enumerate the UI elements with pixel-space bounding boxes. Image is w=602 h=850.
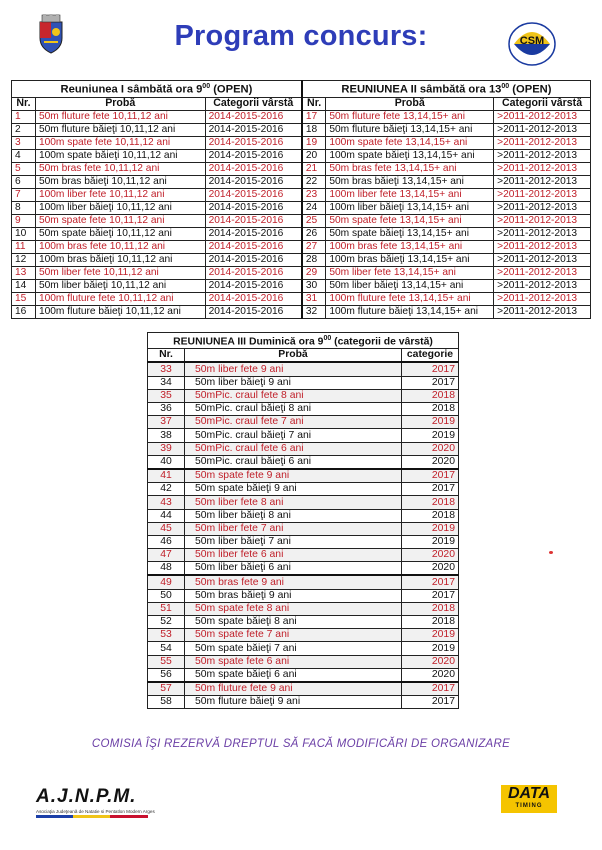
event-name: 50m spate fete 8 ani bbox=[185, 602, 402, 615]
ajnpm-logo-subtitle: Asociaţia Judeţeană de Natatie si Pentatlon Modern Arges bbox=[36, 809, 155, 814]
age-category: 2014-2015-2016 bbox=[205, 253, 302, 266]
event-name: 50m liber băieţi 9 ani bbox=[185, 376, 402, 389]
age-category: 2019 bbox=[402, 416, 459, 429]
event-name: 50m bras băieţi 9 ani bbox=[185, 589, 402, 602]
event-name: 100m bras fete 10,11,12 ani bbox=[35, 240, 205, 253]
event-number: 45 bbox=[148, 522, 185, 535]
table-row bbox=[148, 362, 459, 376]
event-number: 38 bbox=[148, 429, 185, 442]
age-category: 2017 bbox=[402, 483, 459, 496]
table-row bbox=[12, 292, 591, 305]
table-row bbox=[148, 403, 459, 416]
age-category: 2017 bbox=[402, 376, 459, 389]
event-name: 100m fluture băieţi 10,11,12 ani bbox=[35, 305, 205, 318]
event-number: 58 bbox=[148, 696, 185, 709]
col-nr-header: Nr. bbox=[148, 349, 185, 363]
event-number: 21 bbox=[302, 162, 326, 175]
event-name: 50m spate băieţi 7 ani bbox=[185, 642, 402, 655]
age-category: 2014-2015-2016 bbox=[205, 214, 302, 227]
event-name: 50m liber băieţi 8 ani bbox=[185, 509, 402, 522]
event-number: 57 bbox=[148, 682, 185, 696]
table-row bbox=[148, 496, 459, 509]
age-category: 2018 bbox=[402, 602, 459, 615]
event-name: 50m liber băieţi 10,11,12 ani bbox=[35, 279, 205, 292]
event-name: 50m fluture băieţi 13,14,15+ ani bbox=[326, 123, 494, 136]
event-number: 19 bbox=[302, 136, 326, 149]
age-category: 2017 bbox=[402, 362, 459, 376]
event-name: 50m spate fete 6 ani bbox=[185, 655, 402, 668]
table-row bbox=[148, 575, 459, 589]
event-number: 7 bbox=[12, 188, 36, 201]
table-row bbox=[148, 455, 459, 469]
event-number: 6 bbox=[12, 175, 36, 188]
table-row bbox=[12, 136, 591, 149]
age-category: 2019 bbox=[402, 522, 459, 535]
event-number: 41 bbox=[148, 469, 185, 483]
table-row bbox=[12, 123, 591, 136]
event-name: 50mPic. craul fete 8 ani bbox=[185, 389, 402, 402]
age-category: 2020 bbox=[402, 668, 459, 682]
event-name: 50m fluture fete 9 ani bbox=[185, 682, 402, 696]
col-nr-header: Nr. bbox=[12, 97, 36, 110]
age-category: >2011-2012-2013 bbox=[494, 227, 591, 240]
event-name: 50m bras fete 9 ani bbox=[185, 575, 402, 589]
reuniunea-1-title: Reuniunea I sâmbătă ora $9^{00}$ (OPEN) bbox=[12, 81, 302, 98]
table-row bbox=[148, 562, 459, 576]
age-category: >2011-2012-2013 bbox=[494, 149, 591, 162]
age-category: >2011-2012-2013 bbox=[494, 240, 591, 253]
event-name: 50m fluture fete 13,14,15+ ani bbox=[326, 110, 494, 123]
event-number: 15 bbox=[12, 292, 36, 305]
event-number: 39 bbox=[148, 442, 185, 455]
event-name: 50m spate băieţi 8 ani bbox=[185, 616, 402, 629]
table-row bbox=[12, 305, 591, 318]
age-category: 2019 bbox=[402, 629, 459, 642]
event-name: 100m fluture fete 10,11,12 ani bbox=[35, 292, 205, 305]
event-name: 50m liber fete 6 ani bbox=[185, 549, 402, 562]
event-name: 50m liber băieţi 13,14,15+ ani bbox=[326, 279, 494, 292]
table-row bbox=[148, 602, 459, 615]
event-number: 5 bbox=[12, 162, 36, 175]
event-name: 50m bras fete 10,11,12 ani bbox=[35, 162, 205, 175]
age-category: 2014-2015-2016 bbox=[205, 279, 302, 292]
reuniunea-1-2-table bbox=[11, 80, 591, 319]
age-category: 2020 bbox=[402, 442, 459, 455]
table-row bbox=[148, 629, 459, 642]
event-name: 50mPic. craul fete 7 ani bbox=[185, 416, 402, 429]
event-number: 25 bbox=[302, 214, 326, 227]
event-number: 17 bbox=[302, 110, 326, 123]
event-number: 8 bbox=[12, 201, 36, 214]
event-number: 53 bbox=[148, 629, 185, 642]
age-category: 2014-2015-2016 bbox=[205, 240, 302, 253]
event-number: 49 bbox=[148, 575, 185, 589]
event-name: 50mPic. craul fete 6 ani bbox=[185, 442, 402, 455]
event-name: 50m spate fete 7 ani bbox=[185, 629, 402, 642]
event-number: 44 bbox=[148, 509, 185, 522]
event-name: 100m fluture fete 13,14,15+ ani bbox=[326, 292, 494, 305]
age-category: >2011-2012-2013 bbox=[494, 123, 591, 136]
tricolor-stripe bbox=[36, 815, 148, 818]
event-name: 50m liber fete 13,14,15+ ani bbox=[326, 266, 494, 279]
event-number: 28 bbox=[302, 253, 326, 266]
table-row bbox=[148, 509, 459, 522]
event-name: 50m liber fete 9 ani bbox=[185, 362, 402, 376]
table-row bbox=[12, 253, 591, 266]
age-category: 2014-2015-2016 bbox=[205, 175, 302, 188]
table-row bbox=[148, 522, 459, 535]
table-row bbox=[148, 376, 459, 389]
event-name: 100m spate băieţi 10,11,12 ani bbox=[35, 149, 205, 162]
age-category: >2011-2012-2013 bbox=[494, 305, 591, 318]
csm-club-logo-icon bbox=[508, 22, 556, 66]
reuniunea-3-title: REUNIUNEA III Duminică ora $9^{00}$ (categorii de vârstă) bbox=[148, 333, 459, 349]
age-category: 2014-2015-2016 bbox=[205, 188, 302, 201]
data-timing-logo bbox=[501, 785, 557, 813]
age-category: 2017 bbox=[402, 575, 459, 589]
event-number: 29 bbox=[302, 266, 326, 279]
age-category: 2014-2015-2016 bbox=[205, 227, 302, 240]
age-category: >2011-2012-2013 bbox=[494, 292, 591, 305]
age-category: >2011-2012-2013 bbox=[494, 162, 591, 175]
event-number: 11 bbox=[12, 240, 36, 253]
event-number: 54 bbox=[148, 642, 185, 655]
table-row bbox=[12, 110, 591, 123]
data-logo-text: DATA bbox=[507, 785, 551, 802]
age-category: >2011-2012-2013 bbox=[494, 136, 591, 149]
table-row bbox=[12, 240, 591, 253]
event-number: 22 bbox=[302, 175, 326, 188]
event-number: 32 bbox=[302, 305, 326, 318]
col-proba-header: Probă bbox=[35, 97, 205, 110]
age-category: 2017 bbox=[402, 696, 459, 709]
age-category: 2014-2015-2016 bbox=[205, 110, 302, 123]
event-number: 26 bbox=[302, 227, 326, 240]
table-row bbox=[12, 214, 591, 227]
event-number: 55 bbox=[148, 655, 185, 668]
event-name: 50m liber băieţi 7 ani bbox=[185, 535, 402, 548]
table-row bbox=[148, 483, 459, 496]
col-nr-header: Nr. bbox=[302, 97, 326, 110]
event-name: 100m spate fete 10,11,12 ani bbox=[35, 136, 205, 149]
event-number: 12 bbox=[12, 253, 36, 266]
age-category: 2019 bbox=[402, 429, 459, 442]
col-categorie-header: Categorii vârstă bbox=[494, 97, 591, 110]
table-row bbox=[148, 416, 459, 429]
table-row bbox=[148, 442, 459, 455]
age-category: 2014-2015-2016 bbox=[205, 305, 302, 318]
age-category: >2011-2012-2013 bbox=[494, 253, 591, 266]
event-name: 100m spate fete 13,14,15+ ani bbox=[326, 136, 494, 149]
age-category: 2018 bbox=[402, 509, 459, 522]
event-number: 40 bbox=[148, 455, 185, 469]
age-category: 2020 bbox=[402, 562, 459, 576]
table-row bbox=[12, 266, 591, 279]
event-name: 100m bras băieţi 10,11,12 ani bbox=[35, 253, 205, 266]
event-number: 52 bbox=[148, 616, 185, 629]
age-category: >2011-2012-2013 bbox=[494, 214, 591, 227]
event-name: 50m spate fete 13,14,15+ ani bbox=[326, 214, 494, 227]
table-row bbox=[12, 175, 591, 188]
age-category: 2019 bbox=[402, 535, 459, 548]
age-category: 2019 bbox=[402, 642, 459, 655]
event-number: 4 bbox=[12, 149, 36, 162]
event-name: 100m fluture băieţi 13,14,15+ ani bbox=[326, 305, 494, 318]
event-name: 50m bras băieţi 10,11,12 ani bbox=[35, 175, 205, 188]
event-name: 50m spate băieţi 13,14,15+ ani bbox=[326, 227, 494, 240]
event-number: 9 bbox=[12, 214, 36, 227]
event-number: 2 bbox=[12, 123, 36, 136]
event-number: 20 bbox=[302, 149, 326, 162]
event-name: 50m spate fete 10,11,12 ani bbox=[35, 214, 205, 227]
table-row bbox=[148, 429, 459, 442]
table-row bbox=[148, 655, 459, 668]
event-number: 14 bbox=[12, 279, 36, 292]
age-category: 2017 bbox=[402, 469, 459, 483]
event-name: 50m liber fete 7 ani bbox=[185, 522, 402, 535]
age-category: 2014-2015-2016 bbox=[205, 136, 302, 149]
age-category: 2018 bbox=[402, 496, 459, 509]
event-name: 50mPic. craul băieţi 7 ani bbox=[185, 429, 402, 442]
age-category: >2011-2012-2013 bbox=[494, 201, 591, 214]
col-categorie-header: Categorii vârstă bbox=[205, 97, 302, 110]
event-number: 18 bbox=[302, 123, 326, 136]
table-row bbox=[148, 616, 459, 629]
age-category: 2020 bbox=[402, 549, 459, 562]
event-number: 31 bbox=[302, 292, 326, 305]
event-number: 46 bbox=[148, 535, 185, 548]
table-row bbox=[148, 668, 459, 682]
reuniunea-3-table bbox=[147, 332, 459, 709]
table-row bbox=[148, 469, 459, 483]
event-name: 50mPic. craul băieţi 6 ani bbox=[185, 455, 402, 469]
ajnpm-logo bbox=[36, 786, 156, 818]
age-category: 2014-2015-2016 bbox=[205, 201, 302, 214]
age-category: >2011-2012-2013 bbox=[494, 266, 591, 279]
age-category: 2014-2015-2016 bbox=[205, 149, 302, 162]
event-name: 100m liber băieţi 13,14,15+ ani bbox=[326, 201, 494, 214]
organizer-note: COMISIA ÎŞI REZERVĂ DREPTUL SĂ FACĂ MODIFICĂRI DE ORGANIZARE bbox=[91, 738, 511, 750]
age-category: 2018 bbox=[402, 403, 459, 416]
event-name: 50m liber fete 8 ani bbox=[185, 496, 402, 509]
event-name: 50m spate băieţi 10,11,12 ani bbox=[35, 227, 205, 240]
table-row bbox=[12, 149, 591, 162]
table-row bbox=[148, 549, 459, 562]
csm-logo-text: CSM bbox=[519, 35, 545, 47]
age-category: >2011-2012-2013 bbox=[494, 175, 591, 188]
ajnpm-logo-text: A.J.N.P.M. bbox=[36, 786, 137, 807]
event-number: 35 bbox=[148, 389, 185, 402]
event-number: 10 bbox=[12, 227, 36, 240]
reuniunea-2-title: REUNIUNEA II sâmbătă ora $13^{00}$ (OPEN) bbox=[302, 81, 591, 98]
col-categorie-header: categorie bbox=[402, 349, 459, 363]
event-number: 30 bbox=[302, 279, 326, 292]
event-number: 13 bbox=[12, 266, 36, 279]
event-name: 100m liber fete 13,14,15+ ani bbox=[326, 188, 494, 201]
table-row bbox=[148, 682, 459, 696]
event-number: 24 bbox=[302, 201, 326, 214]
table-row bbox=[12, 188, 591, 201]
age-category: 2020 bbox=[402, 455, 459, 469]
age-category: 2014-2015-2016 bbox=[205, 123, 302, 136]
table-row bbox=[12, 201, 591, 214]
event-name: 100m bras băieţi 13,14,15+ ani bbox=[326, 253, 494, 266]
event-number: 48 bbox=[148, 562, 185, 576]
event-number: 16 bbox=[12, 305, 36, 318]
event-name: 100m liber băieţi 10,11,12 ani bbox=[35, 201, 205, 214]
event-name: 100m spate băieţi 13,14,15+ ani bbox=[326, 149, 494, 162]
event-name: 50m liber fete 10,11,12 ani bbox=[35, 266, 205, 279]
event-name: 50m fluture băieţi 10,11,12 ani bbox=[35, 123, 205, 136]
event-name: 50m spate băieţi 9 ani bbox=[185, 483, 402, 496]
event-name: 50m spate băieţi 6 ani bbox=[185, 668, 402, 682]
age-category: 2014-2015-2016 bbox=[205, 162, 302, 175]
table-row bbox=[12, 279, 591, 292]
age-category: 2017 bbox=[402, 589, 459, 602]
age-category: 2018 bbox=[402, 616, 459, 629]
table-row bbox=[148, 389, 459, 402]
event-number: 42 bbox=[148, 483, 185, 496]
table-row bbox=[148, 696, 459, 709]
event-name: 50m fluture băieţi 9 ani bbox=[185, 696, 402, 709]
event-number: 47 bbox=[148, 549, 185, 562]
red-mark bbox=[549, 551, 553, 554]
event-number: 3 bbox=[12, 136, 36, 149]
age-category: 2014-2015-2016 bbox=[205, 266, 302, 279]
age-category: 2017 bbox=[402, 682, 459, 696]
event-number: 1 bbox=[12, 110, 36, 123]
event-name: 50m bras fete 13,14,15+ ani bbox=[326, 162, 494, 175]
data-logo-subtitle: TIMING bbox=[515, 803, 543, 809]
event-number: 37 bbox=[148, 416, 185, 429]
col-proba-header: Probă bbox=[326, 97, 494, 110]
age-category: >2011-2012-2013 bbox=[494, 110, 591, 123]
event-number: 56 bbox=[148, 668, 185, 682]
event-number: 33 bbox=[148, 362, 185, 376]
event-name: 100m bras fete 13,14,15+ ani bbox=[326, 240, 494, 253]
table-row bbox=[148, 535, 459, 548]
age-category: 2020 bbox=[402, 655, 459, 668]
event-number: 27 bbox=[302, 240, 326, 253]
page-title: Program concurs: bbox=[174, 20, 428, 52]
table-row bbox=[12, 227, 591, 240]
table-row bbox=[148, 642, 459, 655]
event-number: 34 bbox=[148, 376, 185, 389]
event-number: 23 bbox=[302, 188, 326, 201]
age-category: 2018 bbox=[402, 389, 459, 402]
event-number: 36 bbox=[148, 403, 185, 416]
event-name: 50m fluture fete 10,11,12 ani bbox=[35, 110, 205, 123]
age-category: 2014-2015-2016 bbox=[205, 292, 302, 305]
event-number: 50 bbox=[148, 589, 185, 602]
event-name: 100m liber fete 10,11,12 ani bbox=[35, 188, 205, 201]
event-number: 51 bbox=[148, 602, 185, 615]
event-name: 50m bras băieţi 13,14,15+ ani bbox=[326, 175, 494, 188]
event-name: 50m spate fete 9 ani bbox=[185, 469, 402, 483]
event-name: 50m liber băieţi 6 ani bbox=[185, 562, 402, 576]
table-row bbox=[148, 589, 459, 602]
age-category: >2011-2012-2013 bbox=[494, 279, 591, 292]
event-name: 50mPic. craul băieţi 8 ani bbox=[185, 403, 402, 416]
col-proba-header: Probă bbox=[185, 349, 402, 363]
table-row bbox=[12, 162, 591, 175]
age-category: >2011-2012-2013 bbox=[494, 188, 591, 201]
event-number: 43 bbox=[148, 496, 185, 509]
